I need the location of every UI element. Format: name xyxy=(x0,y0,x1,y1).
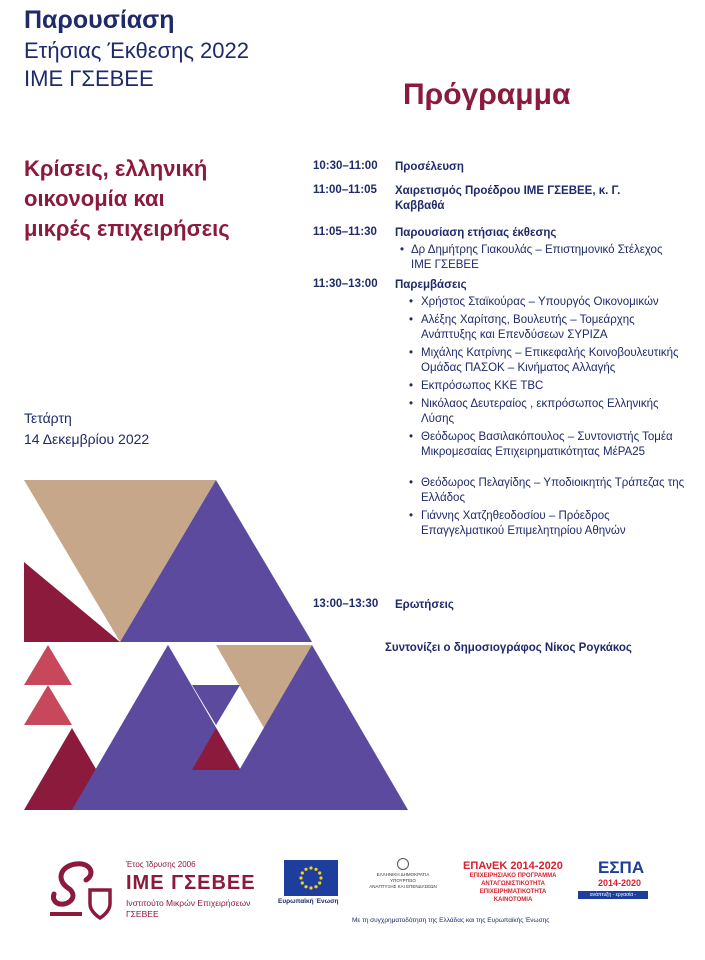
program-heading: Πρόγραμμα xyxy=(403,78,571,111)
theme-line-1: Κρίσεις, ελληνική xyxy=(24,156,208,181)
list-item: • Θεόδωρος Πελαγίδης – Υποδιοικητής Τράπεζας της Ελλάδος xyxy=(395,476,685,506)
event-subtitle-line1: Ετήσιας Έκθεσης 2022 xyxy=(24,38,249,63)
schedule-slot xyxy=(313,184,625,214)
event-date xyxy=(24,408,149,450)
slot-title: Παρουσίαση ετήσιας έκθεσης xyxy=(395,227,557,239)
espa-tagline: ανάπτυξη - εργασία - αλληλεγγύη xyxy=(578,891,648,899)
espa-years: 2014-2020 xyxy=(598,878,642,888)
slot-time: 13:00–13:30 xyxy=(313,598,379,610)
schedule-slot xyxy=(313,160,685,175)
schedule-slot xyxy=(313,226,685,276)
speaker-list xyxy=(395,295,685,539)
list-item: • Δρ Δημήτρης Γιακουλάς – Επιστημονικό Στέλεχος ΙΜΕ ΓΣΕΒΕΕ xyxy=(395,243,685,273)
theme-line-3: μικρές επιχειρήσεις xyxy=(24,216,230,241)
eu-flag-icon xyxy=(284,860,338,896)
espa-name: ΕΣΠΑ xyxy=(598,858,645,877)
slot-title: Προσέλευση xyxy=(395,161,464,173)
theme-title xyxy=(24,154,284,244)
gr-line2: ΥΠΟΥΡΓΕΙΟ xyxy=(390,878,416,883)
cofunding-note: Με τη συγχρηματοδότηση της Ελλάδας και της Ευρωπαϊκής Ένωσης xyxy=(352,917,550,924)
slot-time: 10:30–11:00 xyxy=(313,160,378,172)
epanek-line3: ΕΠΙΧΕΙΡΗΜΑΤΙΚΟΤΗΤΑ xyxy=(479,889,547,895)
epanek-line4: ΚΑΙΝΟΤΟΜΙΑ xyxy=(493,897,533,903)
schedule-slot xyxy=(313,598,685,613)
moderator-note: Συντονίζει ο δημοσιογράφος Νίκος Ρογκάκος xyxy=(385,642,632,654)
epanek-logo xyxy=(458,860,568,904)
slot-time: 11:30–13:00 xyxy=(313,278,378,290)
event-subtitle-line2: ΙΜΕ ΓΣΕΒΕΕ xyxy=(24,66,154,91)
epanek-line1: ΕΠΙΧΕΙΡΗΣΙΑΚΟ ΠΡΟΓΡΑΜΜΑ xyxy=(469,873,557,879)
list-item: • Νικόλαος Δευτεραίος , εκπρόσωπος Ελληνικής Λύσης xyxy=(395,397,685,427)
gr-line1: ΕΛΛΗΝΙΚΗ ΔΗΜΟΚΡΑΤΙΑ xyxy=(376,872,430,877)
event-full-date: 14 Δεκεμβρίου 2022 xyxy=(24,431,150,447)
schedule-slot xyxy=(313,278,685,542)
list-item: • Χρήστος Σταϊκούρας – Υπουργός Οικονομικών xyxy=(395,295,685,310)
event-day: Τετάρτη xyxy=(24,410,72,426)
slot-title: Ερωτήσεις xyxy=(395,599,454,611)
event-title: Παρουσίαση xyxy=(24,6,175,34)
list-item: • Μιχάλης Κατρίνης – Επικεφαλής Κοινοβουλευτικής Ομάδας ΠΑΣΟΚ – Κινήματος Αλλαγής xyxy=(395,346,685,376)
coral-triangle-2 xyxy=(24,685,72,725)
ime-established: Έτος Ίδρυσης 2006 xyxy=(126,860,196,869)
ime-institute-line1: Ινστιτούτο Μικρών Επιχειρήσεων xyxy=(126,898,251,908)
eu-label: Ευρωπαϊκή Ένωση xyxy=(278,898,339,905)
list-item: • Εκπρόσωπος ΚΚΕ TBC xyxy=(395,379,685,394)
ime-gsevee-logo-icon xyxy=(46,860,116,922)
ime-institute xyxy=(126,898,276,920)
gr-line3: ΑΝΑΠΤΥΞΗΣ ΚΑΙ ΕΠΕΝΔΥΣΕΩΝ xyxy=(369,884,437,889)
list-item: • Αλέξης Χαρίτσης, Βουλευτής – Τομεάρχης Ανάπτυξης και Επενδύσεων ΣΥΡΙΖΑ xyxy=(395,313,685,343)
theme-line-2: οικονομία και xyxy=(24,186,165,211)
epanek-line2: ΑΝΤΑΓΩΝΙΣΤΙΚΟΤΗΤΑ xyxy=(481,881,545,887)
espa-logo xyxy=(578,858,648,906)
slot-title: Παρεμβάσεις xyxy=(395,279,467,291)
slot-title: Χαιρετισμός Προέδρου ΙΜΕ ΓΣΕΒΕΕ, κ. Γ. Καββαθά xyxy=(395,185,621,212)
list-item: • Γιάννης Χατζηθεοδοσίου – Πρόεδρος Επαγγελματικού Επιμελητηρίου Αθηνών xyxy=(395,509,685,539)
coral-triangle-1 xyxy=(24,645,72,685)
slot-time: 11:00–11:05 xyxy=(313,184,377,196)
greek-ministry-logo xyxy=(358,858,448,890)
list-item: • Θεόδωρος Βασιλακόπουλος – Συντονιστής Τομέα Μικρομεσαίας Επιχειρηματικότητας ΜέΡΑ25 xyxy=(395,430,685,460)
ime-institute-line2: ΓΣΕΒΕΕ xyxy=(126,909,159,919)
slot-time: 11:05–11:30 xyxy=(313,226,377,238)
greek-emblem-icon xyxy=(397,858,409,870)
epanek-name: ΕΠΑνΕΚ 2014-2020 xyxy=(463,860,563,872)
speaker-list xyxy=(395,243,685,273)
ime-name: ΙΜΕ ΓΣΕΒΕΕ xyxy=(126,872,256,894)
